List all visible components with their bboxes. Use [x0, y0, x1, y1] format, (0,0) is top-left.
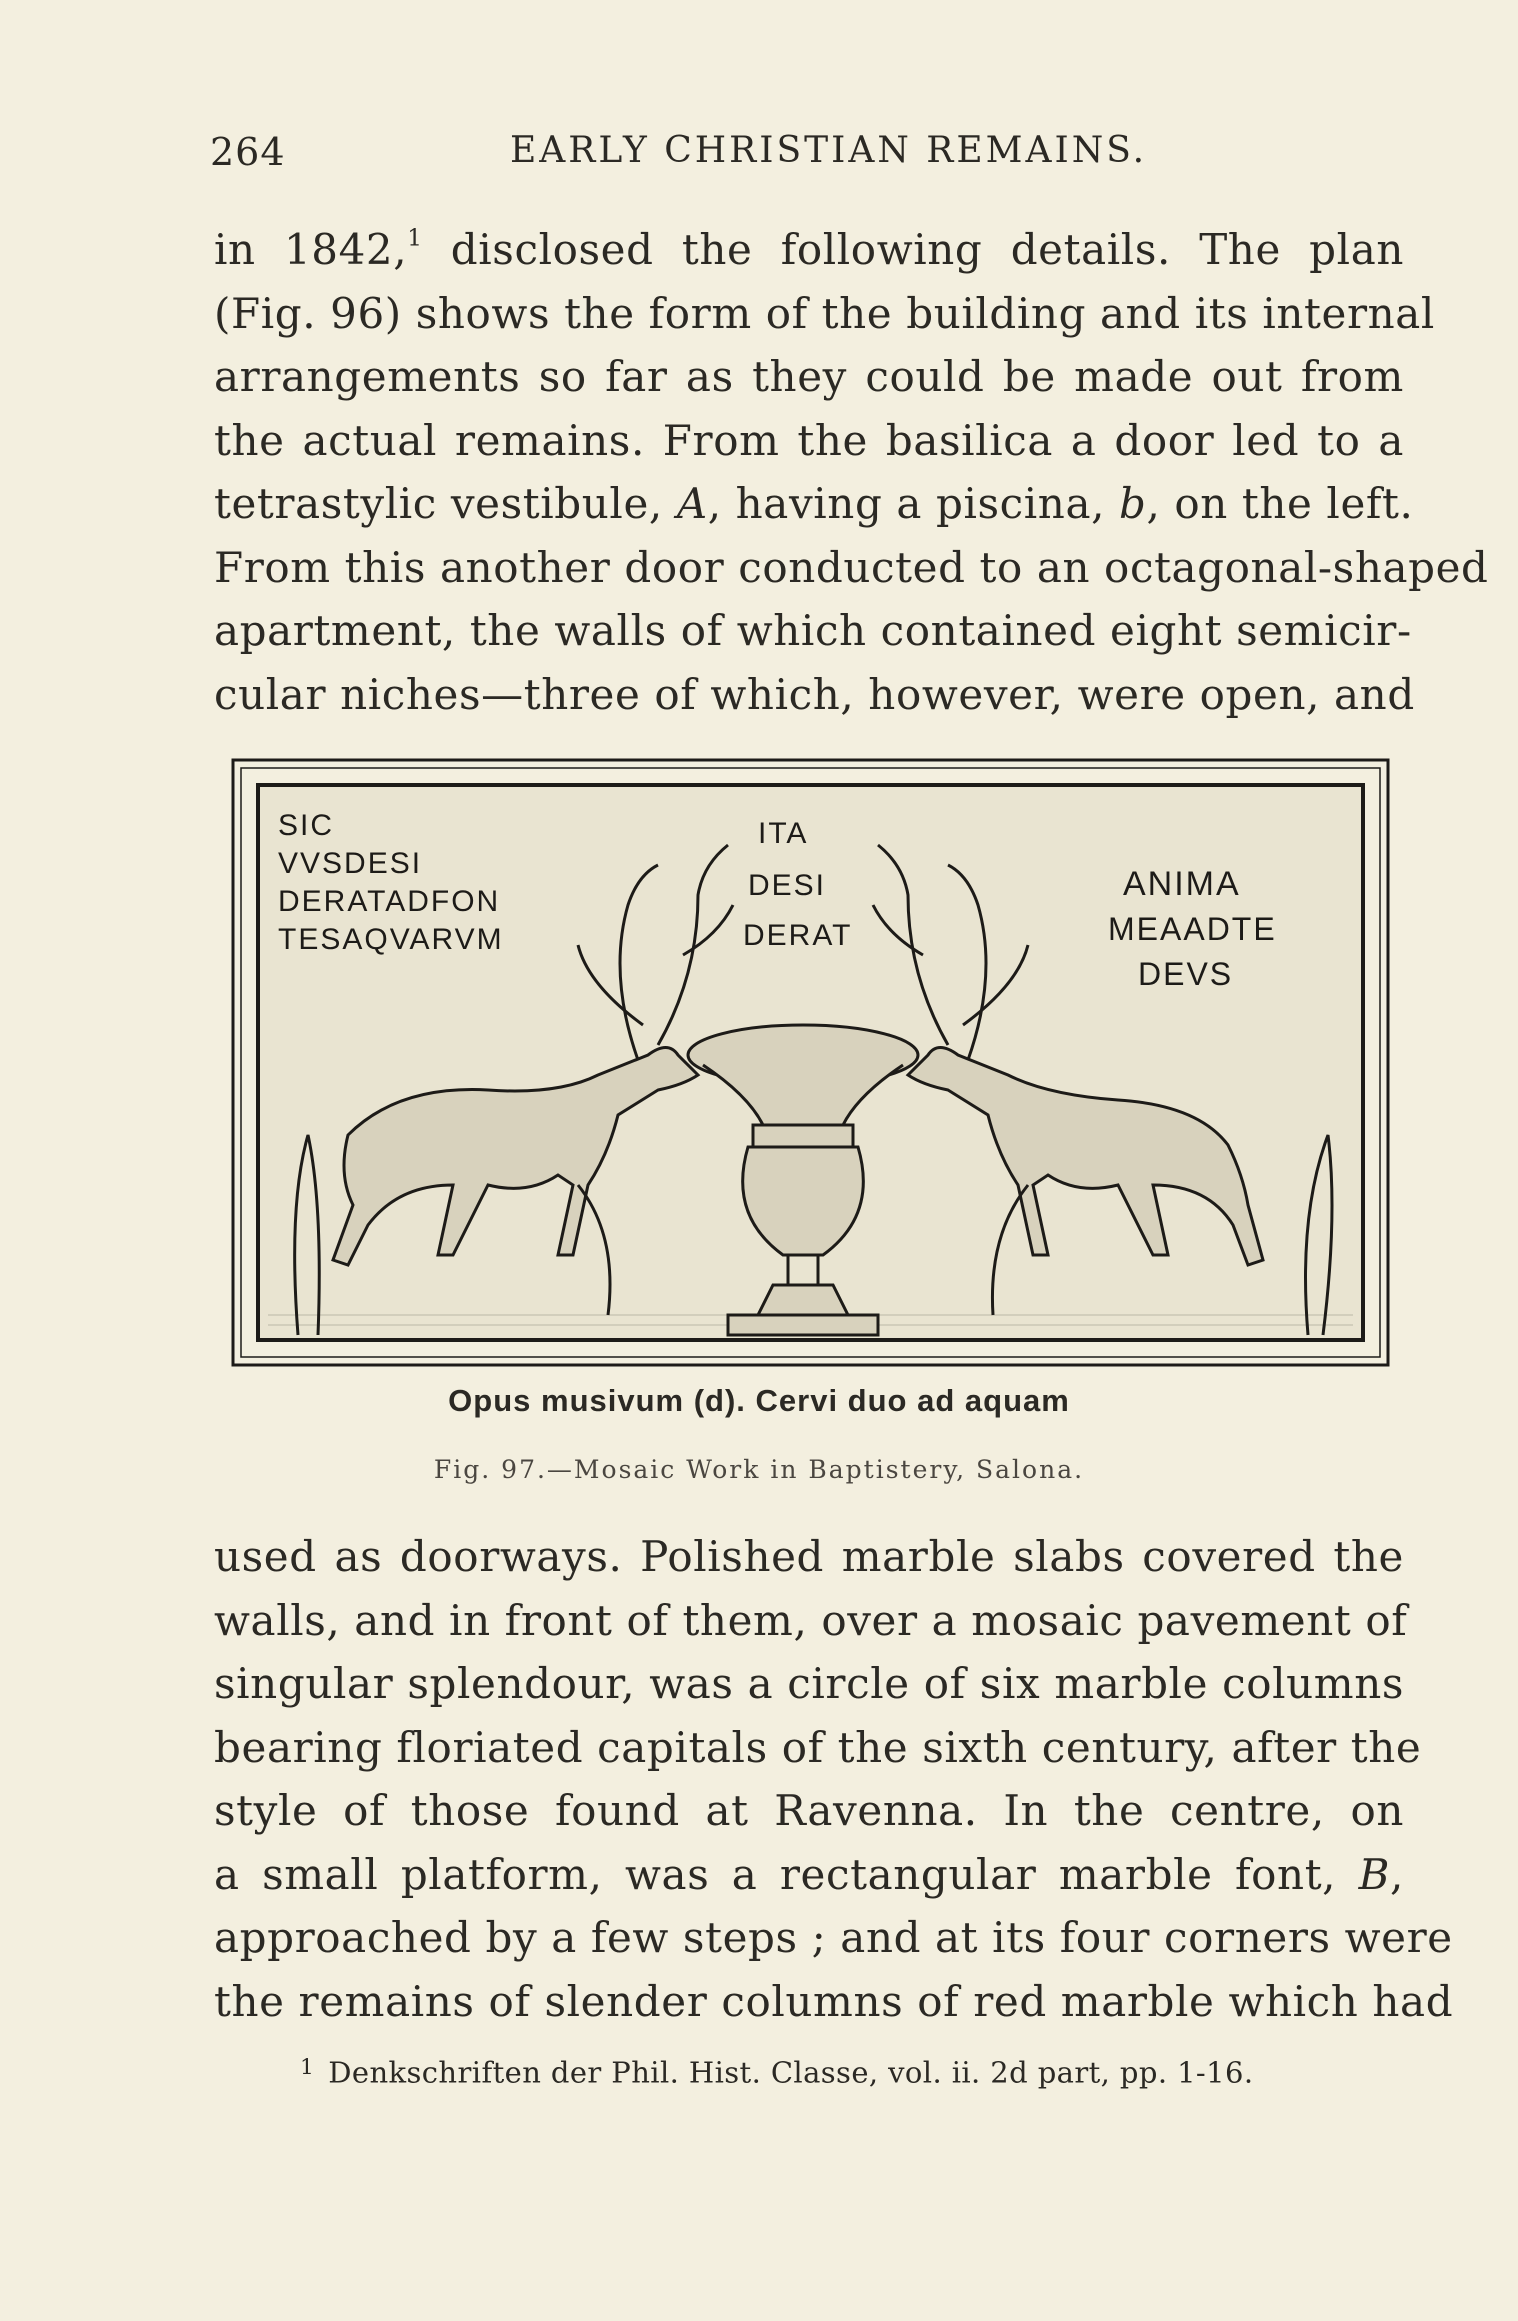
text-line: a small platform, was a rectangular marble font, B, — [214, 1849, 1404, 1899]
figure-caption: Fig. 97.—Mosaic Work in Baptistery, Salona. — [433, 1455, 1085, 1484]
text-line: the remains of slender columns of red marble which had — [214, 1976, 1454, 2026]
running-head — [210, 130, 1400, 180]
inscription-left-line-3: DERATADFON — [278, 885, 501, 918]
footnote-mark: 1 — [300, 2055, 315, 2080]
inscription-left-line-1: SIC — [278, 809, 335, 842]
inscription-right-line-1: ANIMA — [1123, 865, 1241, 903]
inscription-left-line-4: TESAQVARVM — [278, 923, 504, 956]
inscription-center-line-2: DESI — [748, 869, 827, 902]
footnote-text: Denkschriften der Phil. Hist. Classe, vol. ii. 2d part, pp. 1-16. — [328, 2055, 1254, 2090]
inscription-center-line-3: DERAT — [743, 919, 853, 952]
text-line: (Fig. 96) shows the form of the building and its internal — [214, 288, 1435, 338]
text-line: cular niches—three of which, however, were open, and — [214, 669, 1415, 719]
text-line: bearing floriated capitals of the sixth century, after the — [214, 1722, 1422, 1772]
text-line: singular splendour, was a circle of six marble columns — [214, 1659, 1404, 1708]
text-line: tetrastylic vestibule, A, having a piscina, b, on the left. — [214, 479, 1414, 528]
text-line: arrangements so far as they could be made out from — [214, 352, 1404, 401]
inscription-right-line-3: DEVS — [1138, 956, 1234, 992]
text-line: apartment, the walls of which contained eight semicir- — [214, 606, 1412, 655]
text-line: the actual remains. From the basilica a door led to a — [214, 415, 1404, 465]
mosaic-illustration — [228, 755, 1393, 1370]
paragraph-2 — [214, 1525, 1454, 2033]
footnote-ref[interactable]: 1 — [407, 225, 423, 252]
text-line: in 1842,$^1$ disclosed the following details. The plan — [214, 225, 1404, 274]
page-number: 264 — [210, 130, 286, 174]
footnote — [300, 2055, 1400, 2090]
text-line: From this another door conducted to an octagonal-shaped — [214, 542, 1489, 592]
text-line: used as doorways. Polished marble slabs covered the — [214, 1532, 1404, 1581]
figure-title: Opus musivum (d). Cervi duo ad aquam — [448, 1383, 1070, 1418]
mosaic-engraving — [228, 755, 1393, 1370]
text-line: style of those found at Ravenna. In the centre, on — [214, 1786, 1404, 1835]
running-title: EARLY CHRISTIAN REMAINS. — [510, 130, 1148, 171]
paragraph-1 — [214, 218, 1489, 726]
inscription-left-line-2: VVSDESI — [278, 847, 423, 880]
text-line: walls, and in front of them, over a mosaic pavement of — [214, 1595, 1408, 1645]
inscription-center-line-1: ITA — [758, 817, 809, 850]
inscription-right-line-2: MEAADTE — [1108, 911, 1277, 947]
text-line: approached by a few steps ; and at its four corners were — [214, 1913, 1453, 1962]
